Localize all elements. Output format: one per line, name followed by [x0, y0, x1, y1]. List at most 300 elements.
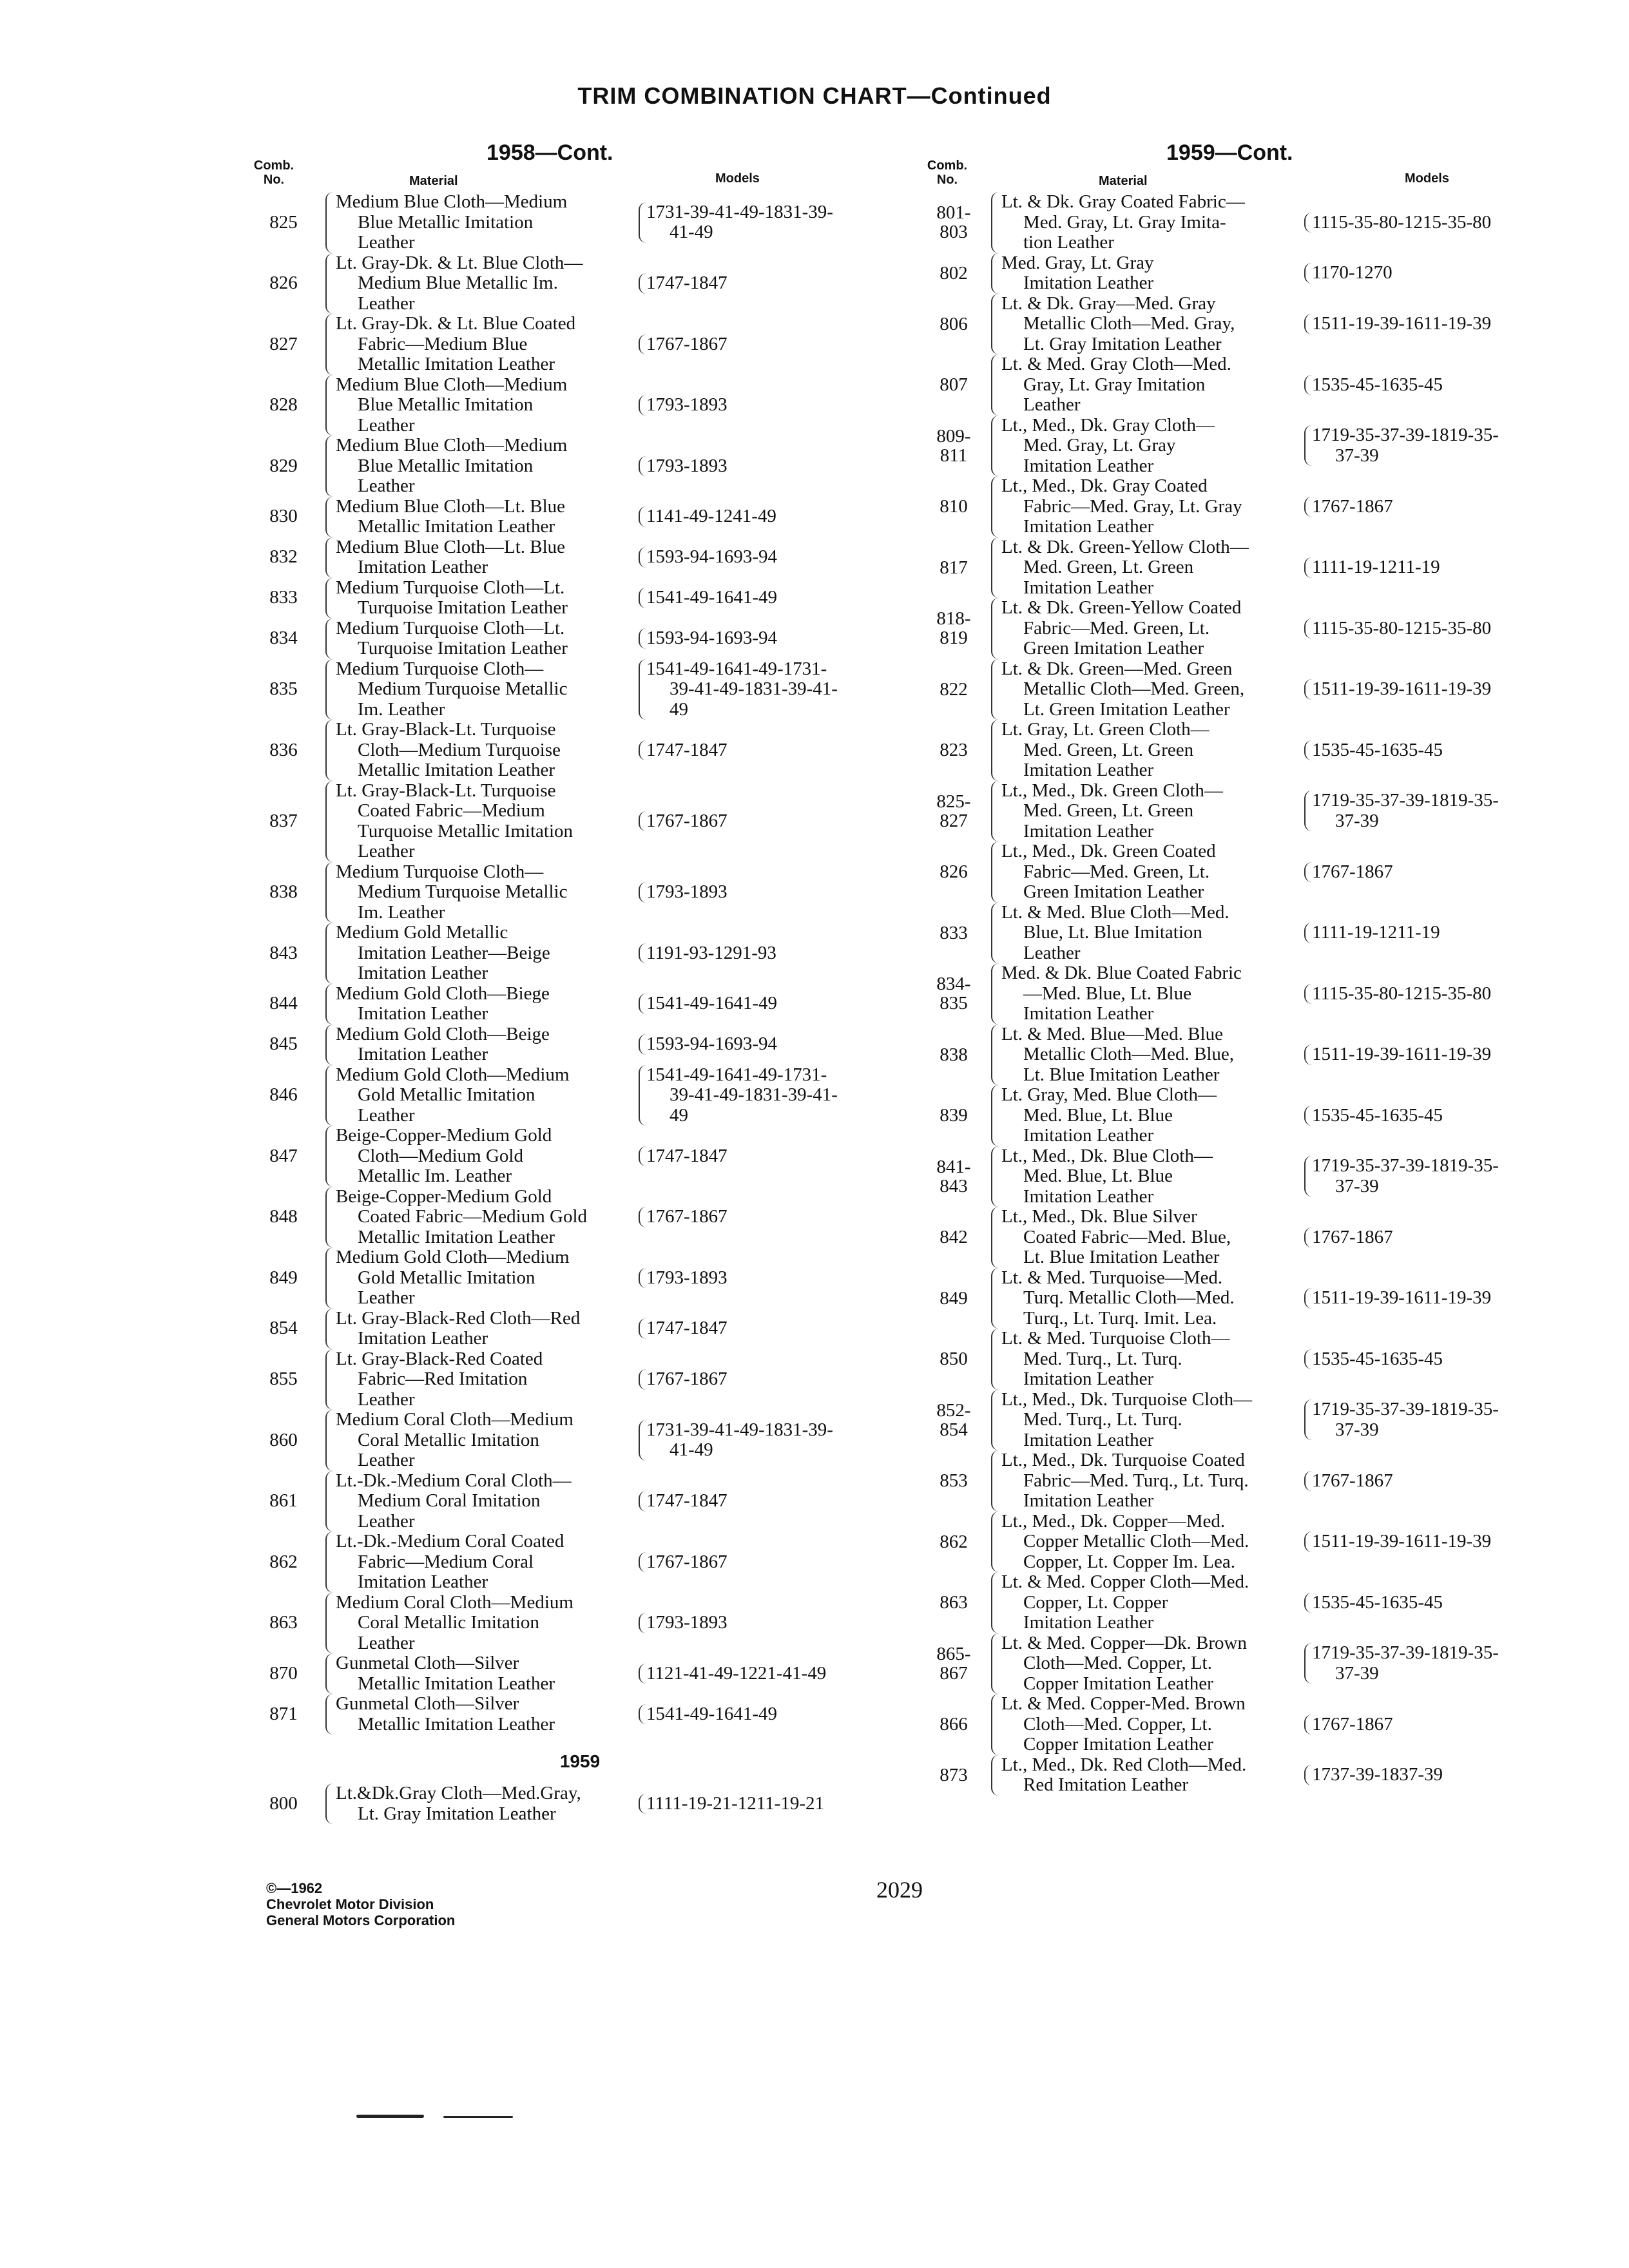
right-column: [921, 140, 1585, 1796]
material-line: Gunmetal Cloth—Silver: [336, 1653, 519, 1673]
model-numbers: [639, 1491, 891, 1512]
comb-number: [248, 547, 319, 568]
comb-number: [921, 203, 986, 242]
comb-number-line: 863: [940, 1592, 968, 1613]
material-line: Turq. Metallic Cloth—Med.: [1023, 1287, 1235, 1308]
comb-number: [921, 497, 986, 516]
model-line: 1747-1847: [646, 739, 728, 760]
model-numbers: [1304, 984, 1570, 1004]
material-line: Lt. & Dk. Green-Yellow Coated: [1001, 597, 1242, 618]
material-line: Med. Blue, Lt. Blue: [1023, 1104, 1173, 1126]
comb-number: [248, 395, 319, 416]
material-line: Imitation Leather: [1023, 1612, 1154, 1633]
material-line: Metallic Cloth—Med. Green,: [1023, 678, 1245, 699]
material-line: Lt., Med., Dk. Gray Coated: [1001, 476, 1208, 496]
model-line: 1593-94-1693-94: [646, 1033, 777, 1055]
material-line: Medium Turquoise Cloth—Lt.: [336, 617, 565, 639]
comb-number-line: 830: [269, 506, 298, 527]
material-line: Imitation Leather: [1023, 760, 1154, 780]
table-row: [248, 720, 892, 781]
model-line: 1115-35-80-1215-35-80: [1312, 211, 1492, 233]
comb-number-line: 854: [269, 1318, 298, 1339]
material-line: Imitation Leather: [1023, 1186, 1154, 1207]
material-line: Cloth—Med. Copper, Lt.: [1023, 1653, 1212, 1673]
material-description: [325, 1532, 639, 1593]
material-line: Lt. & Med. Turquoise—Med.: [1001, 1267, 1223, 1288]
material-line: Metallic Imitation Leather: [358, 1226, 555, 1247]
material-line: Imitation Leather: [1023, 455, 1154, 476]
comb-number: [921, 1471, 986, 1490]
material-line: Lt. Gray-Black-Red Coated: [336, 1348, 543, 1369]
model-line: 49: [670, 698, 688, 720]
comb-number: [248, 740, 319, 761]
sub-rows: [248, 1783, 892, 1824]
scan-mark: [356, 2115, 424, 2118]
comb-number: [921, 264, 986, 283]
model-numbers: [639, 659, 891, 720]
model-numbers: [1304, 1156, 1570, 1196]
comb-number: [248, 1430, 319, 1451]
model-numbers: [639, 506, 891, 527]
comb-number-line: 855: [269, 1369, 298, 1389]
comb-number-line: 826: [940, 861, 968, 883]
material-line: Medium Turquoise Cloth—Lt.: [336, 577, 565, 598]
comb-number-line: 845: [269, 1033, 298, 1055]
table-row: [921, 781, 1585, 842]
material-description: [325, 578, 639, 619]
comb-number-line: 873: [940, 1765, 968, 1785]
model-numbers: [1304, 425, 1570, 466]
material-line: Im. Leather: [358, 698, 445, 720]
comb-number-line: 807: [940, 374, 968, 396]
left-rows: [248, 192, 892, 1735]
comb-number-line: 843: [269, 942, 298, 963]
material-line: Lt., Med., Dk. Turquoise Cloth—: [1001, 1389, 1253, 1410]
comb-number-line: 801-: [936, 202, 971, 224]
model-line: 37-39: [1335, 445, 1379, 466]
comb-number: [921, 1644, 986, 1683]
material-line: Copper Metallic Cloth—Med.: [1023, 1531, 1249, 1552]
comb-number: [248, 1146, 319, 1167]
no-label: No.: [936, 173, 958, 187]
material-line: Lt., Med., Dk. Copper—Med.: [1001, 1510, 1226, 1532]
material-line: Metallic Imitation Leather: [358, 516, 555, 537]
comb-number-line: 817: [940, 557, 968, 578]
material-line: Gunmetal Cloth—Silver: [336, 1693, 519, 1714]
material-line: Imitation Leather: [1023, 1003, 1154, 1024]
comb-number: [248, 1552, 319, 1573]
model-line: 1767-1867: [646, 810, 728, 831]
comb-number-line: 833: [269, 587, 298, 608]
material-line: Fabric—Medium Coral: [358, 1551, 534, 1572]
material-line: Cloth—Medium Gold: [358, 1145, 523, 1166]
material-line: Turq., Lt. Turq. Imit. Lea.: [1023, 1307, 1217, 1329]
material-description: [991, 1024, 1304, 1086]
material-description: [991, 1755, 1304, 1796]
material-description: [991, 1146, 1304, 1207]
material-line: Metallic Imitation Leather: [358, 760, 555, 780]
material-line: Metallic Imitation Leather: [358, 1673, 555, 1694]
comb-number: [921, 1532, 986, 1552]
comb-number-line: 849: [269, 1267, 298, 1288]
material-line: Blue Metallic Imitation: [358, 211, 534, 233]
comb-number: [921, 1593, 986, 1612]
model-numbers: [639, 1318, 891, 1339]
model-line: 1737-39-1837-39: [1312, 1764, 1443, 1785]
comb-number: [921, 1715, 986, 1734]
comb-number: [921, 427, 986, 465]
comb-number-line: 825: [269, 211, 298, 233]
material-description: [991, 1085, 1304, 1146]
model-line: 49: [670, 1104, 688, 1126]
model-numbers: [639, 273, 891, 294]
comb-number-line: 834: [269, 628, 298, 649]
material-line: Red Imitation Leather: [1023, 1774, 1189, 1795]
page-title: TRIM COMBINATION CHART—Continued: [577, 82, 1052, 109]
material-line: Lt. & Dk. Green—Med. Green: [1001, 658, 1233, 679]
material-line: Lt. Gray-Black-Lt. Turquoise: [336, 719, 556, 740]
comb-number: [921, 974, 986, 1013]
model-numbers: [1304, 1399, 1570, 1440]
model-numbers: [639, 994, 891, 1014]
table-row: [248, 436, 892, 497]
material-line: Med. Gray, Lt. Gray: [1023, 435, 1176, 456]
table-row: [921, 537, 1585, 599]
table-row: [248, 1126, 892, 1187]
table-row: [921, 1572, 1585, 1633]
material-line: Leather: [358, 293, 415, 314]
material-line: Leather: [358, 1287, 415, 1308]
material-line: Lt., Med., Dk. Gray Cloth—: [1001, 414, 1215, 436]
material-line: Copper, Lt. Copper: [1023, 1591, 1168, 1613]
model-numbers: [639, 456, 891, 477]
model-line: 41-49: [670, 1439, 713, 1461]
material-line: Lt. & Med. Gray Cloth—Med.: [1001, 354, 1231, 374]
material-line: Lt. & Med. Copper Cloth—Med.: [1001, 1571, 1249, 1592]
material-line: Lt. & Med. Copper-Med. Brown: [1001, 1693, 1246, 1714]
model-line: 1793-1893: [646, 1267, 728, 1288]
comb-number: [248, 811, 319, 832]
material-line: Lt. Gray Imitation Leather: [358, 1803, 556, 1824]
copyright-text: ©—1962: [266, 1880, 323, 1896]
model-line: 1511-19-39-1611-19-39: [1312, 678, 1492, 699]
comb-number: [921, 1227, 986, 1247]
material-description: [325, 720, 639, 781]
material-line: Gold Metallic Imitation: [358, 1267, 535, 1288]
comb-number: [921, 609, 986, 648]
material-line: Lt. Gray-Black-Red Cloth—Red: [336, 1307, 581, 1329]
material-line: Leather: [358, 841, 415, 861]
model-numbers: [1304, 679, 1570, 700]
table-row: [921, 1268, 1585, 1329]
model-line: 37-39: [1335, 810, 1379, 831]
material-description: [991, 1694, 1304, 1755]
material-line: Leather: [358, 414, 415, 436]
material-line: Lt., Med., Dk. Blue Silver: [1001, 1206, 1197, 1227]
table-row: [248, 1247, 892, 1309]
material-description: [991, 416, 1304, 477]
model-line: 1541-49-1641-49-1731-: [646, 658, 827, 679]
model-numbers: [639, 1552, 891, 1573]
material-description: [991, 1207, 1304, 1268]
material-description: [325, 192, 639, 253]
table-row: [921, 476, 1585, 537]
table-row: [248, 1694, 892, 1735]
model-line: 39-41-49-1831-39-41-: [670, 1084, 838, 1105]
material-line: Metallic Imitation Leather: [358, 354, 555, 374]
comb-number-line: 827: [940, 810, 968, 831]
material-description: [325, 375, 639, 436]
comb-number-line: 846: [269, 1084, 298, 1105]
model-line: 1535-45-1635-45: [1312, 739, 1443, 760]
material-description: [991, 963, 1304, 1024]
model-line: 1767-1867: [1312, 861, 1393, 882]
material-line: Lt. & Dk. Green-Yellow Cloth—: [1001, 536, 1249, 557]
material-description: [325, 1187, 639, 1248]
material-line: Turquoise Imitation Leather: [358, 597, 568, 618]
table-row: [248, 1309, 892, 1349]
material-line: Medium Blue Cloth—Medium: [336, 191, 568, 212]
table-row: [921, 1450, 1585, 1512]
model-line: 1793-1893: [646, 455, 728, 476]
comb-number-line: 825-: [936, 791, 971, 812]
material-line: Lt. Gray, Med. Blue Cloth—: [1001, 1084, 1217, 1105]
material-description: [325, 537, 639, 578]
material-line: Med. Gray, Lt. Gray: [1001, 252, 1154, 273]
material-line: Beige-Copper-Medium Gold: [336, 1125, 552, 1146]
comb-number: [921, 558, 986, 577]
table-row: [248, 659, 892, 720]
table-row: [248, 1783, 892, 1824]
model-line: 1793-1893: [646, 1612, 728, 1633]
comb-number: [921, 314, 986, 334]
model-line: 1111-19-1211-19: [1312, 557, 1440, 577]
material-line: —Med. Blue, Lt. Blue: [1023, 983, 1191, 1004]
table-row: [248, 781, 892, 862]
model-numbers: [639, 395, 891, 416]
page-number: 2029: [876, 1877, 923, 1903]
comb-number-line: 837: [269, 810, 298, 831]
material-line: Imitation Leather: [1023, 1490, 1154, 1511]
comb-number-line: 829: [269, 455, 298, 476]
model-numbers: [639, 1794, 891, 1814]
table-row: [248, 1024, 892, 1065]
comb-number: [921, 862, 986, 881]
material-line: Imitation Leather: [1023, 273, 1154, 293]
comb-number-line: 863: [269, 1612, 298, 1633]
model-line: 1719-35-37-39-1819-35-: [1312, 1642, 1499, 1664]
comb-number: [248, 588, 319, 608]
material-line: Lt., Med., Dk. Green Coated: [1001, 841, 1216, 861]
model-line: 1793-1893: [646, 881, 728, 902]
material-line: Medium Gold Cloth—Beige: [336, 1023, 550, 1044]
material-line: Imitation Leather: [358, 557, 488, 577]
material-description: [325, 781, 639, 862]
material-description: [325, 862, 639, 923]
material-description: [991, 1390, 1304, 1451]
material-line: Imitation Leather: [1023, 577, 1154, 598]
model-numbers: [639, 1207, 891, 1227]
model-numbers: [1304, 1471, 1570, 1492]
material-description: [325, 984, 639, 1024]
model-line: 39-41-49-1831-39-41-: [670, 678, 838, 699]
model-line: 1747-1847: [646, 1318, 728, 1339]
comb-number-line: 822: [940, 678, 968, 700]
material-line: Leather: [358, 1632, 415, 1653]
material-line: Lt. & Dk. Gray—Med. Gray: [1001, 293, 1216, 314]
table-row: [248, 1349, 892, 1410]
comb-number: [248, 456, 319, 477]
material-line: Medium Gold Cloth—Medium: [336, 1247, 570, 1267]
comb-number: [248, 1207, 319, 1227]
model-line: 1121-41-49-1221-41-49: [646, 1662, 827, 1684]
material-line: Med. Green, Lt. Green: [1023, 739, 1194, 760]
comb-number: [248, 1794, 319, 1814]
comb-number: [921, 1401, 986, 1439]
material-line: Lt. Blue Imitation Leather: [1023, 1247, 1220, 1267]
material-line: Turquoise Imitation Leather: [358, 638, 568, 658]
comb-number: [248, 1664, 319, 1684]
comb-number-line: 871: [269, 1703, 298, 1724]
material-line: Metallic Cloth—Med. Blue,: [1023, 1044, 1235, 1064]
model-numbers: [639, 740, 891, 761]
comb-number: [921, 1045, 986, 1064]
table-row: [921, 1512, 1585, 1573]
material-line: Med. Green, Lt. Green: [1023, 800, 1194, 821]
model-numbers: [1304, 1593, 1570, 1613]
material-line: tion Leather: [1023, 232, 1114, 253]
comb-number-line: 839: [940, 1105, 968, 1126]
material-description: [991, 1450, 1304, 1512]
model-line: 1593-94-1693-94: [646, 628, 777, 649]
material-line: Medium Blue Metallic Im.: [358, 273, 558, 293]
model-line: 41-49: [670, 222, 713, 243]
comb-number-line: 818-: [936, 608, 971, 629]
model-numbers: [1304, 619, 1570, 639]
model-line: 1511-19-39-1611-19-39: [1312, 1044, 1492, 1064]
table-row: [248, 375, 892, 436]
table-row: [921, 1329, 1585, 1390]
material-line: Fabric—Med. Green, Lt.: [1023, 617, 1210, 639]
comb-number: [248, 1491, 319, 1512]
table-row: [921, 1755, 1585, 1796]
material-line: Leather: [358, 232, 415, 253]
model-line: 1731-39-41-49-1831-39-: [646, 1419, 833, 1440]
material-line: Med. Turq., Lt. Turq.: [1023, 1348, 1182, 1369]
material-description: [325, 1783, 639, 1824]
material-description: [991, 903, 1304, 964]
material-line: Medium Gold Cloth—Biege: [336, 983, 550, 1004]
model-numbers: [639, 882, 891, 903]
publisher-line-1: Chevrolet Motor Division: [266, 1896, 434, 1912]
table-row: [921, 1207, 1585, 1268]
table-row: [248, 923, 892, 984]
model-line: 1541-49-1641-49-1731-: [646, 1064, 827, 1085]
comb-number-line: 806: [940, 313, 968, 334]
material-description: [325, 659, 639, 720]
material-description: [991, 598, 1304, 659]
material-line: Leather: [1023, 942, 1081, 963]
table-row: [248, 578, 892, 619]
material-line: Medium Blue Cloth—Lt. Blue: [336, 536, 566, 557]
material-line: Leather: [358, 1104, 415, 1126]
model-line: 1731-39-41-49-1831-39-: [646, 201, 833, 222]
table-row: [921, 598, 1585, 659]
material-description: [991, 659, 1304, 720]
model-numbers: [1304, 923, 1570, 943]
model-line: 1767-1867: [646, 1551, 728, 1572]
material-description: [325, 1653, 639, 1694]
table-row: [921, 1633, 1585, 1695]
comb-number: [921, 1765, 986, 1785]
material-description: [325, 1247, 639, 1309]
material-description: [325, 1471, 639, 1532]
comb-number: [921, 923, 986, 943]
material-description: [325, 923, 639, 984]
comb-number: [248, 1369, 319, 1390]
comb-number-line: 833: [940, 922, 968, 943]
material-description: [325, 436, 639, 497]
material-line: Medium Blue Cloth—Medium: [336, 374, 568, 395]
table-row: [921, 294, 1585, 355]
table-row: [921, 841, 1585, 903]
table-row: [248, 192, 892, 253]
material-line: Imitation Leather: [1023, 1429, 1154, 1450]
model-numbers: [639, 811, 891, 832]
models-header: Models: [1405, 171, 1449, 186]
model-numbers: [1304, 1765, 1570, 1785]
model-line: 1719-35-37-39-1819-35-: [1312, 1399, 1499, 1420]
material-line: Imitation Leather: [358, 1003, 488, 1024]
model-numbers: [1304, 314, 1570, 334]
model-numbers: [639, 547, 891, 568]
material-header: Material: [1099, 174, 1148, 188]
material-description: [325, 1065, 639, 1126]
material-line: Gold Metallic Imitation: [358, 1084, 535, 1105]
model-numbers: [639, 1613, 891, 1633]
comb-number-line: 802: [940, 263, 968, 284]
comb-number-line: 835: [940, 993, 968, 1014]
comb-number: [248, 213, 319, 233]
table-row: [921, 354, 1585, 416]
model-numbers: [1304, 1643, 1570, 1684]
model-numbers: [1304, 375, 1570, 396]
comb-number-line: 811: [940, 445, 968, 466]
model-line: 1111-19-21-1211-19-21: [646, 1792, 824, 1814]
material-line: Imitation Leather—Beige: [358, 942, 550, 963]
table-row: [248, 1410, 892, 1471]
comb-number-line: 835: [269, 678, 298, 699]
comb-number-line: 836: [269, 739, 298, 760]
comb-number: [921, 792, 986, 831]
material-line: Medium Turquoise Metallic: [358, 881, 568, 902]
material-line: Metallic Imitation Leather: [358, 1713, 555, 1735]
model-line: 1793-1893: [646, 394, 728, 415]
material-line: Med. Green, Lt. Green: [1023, 557, 1194, 577]
comb-number: [248, 943, 319, 964]
model-numbers: [639, 1369, 891, 1390]
material-line: Lt. & Med. Blue Cloth—Med.: [1001, 901, 1229, 923]
no-label: No.: [263, 173, 285, 187]
table-row: [248, 1065, 892, 1126]
material-line: Metallic Im. Leather: [358, 1166, 512, 1186]
material-line: Medium Turquoise Cloth—: [336, 658, 544, 679]
model-numbers: [1304, 740, 1570, 761]
model-line: 1115-35-80-1215-35-80: [1312, 617, 1492, 639]
material-header: Material: [409, 174, 458, 188]
table-row: [921, 659, 1585, 720]
comb-number-line: 849: [940, 1287, 968, 1309]
